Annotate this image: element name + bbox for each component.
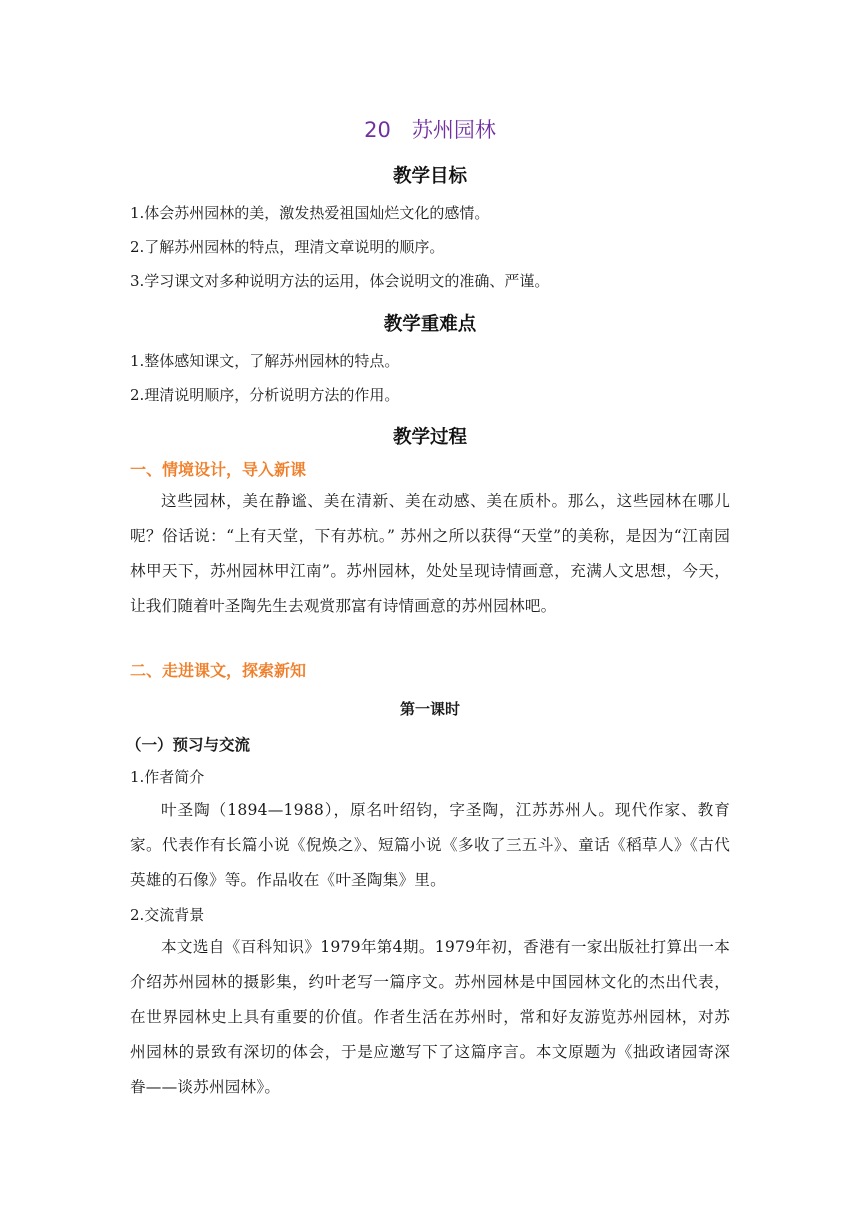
teaching-process-heading: 教学过程 bbox=[392, 427, 467, 448]
document-title: 20 苏州园林 bbox=[364, 118, 496, 142]
background-paragraph: 本文选自《百科知识》1979年第4期。1979年初，香港有一家出版社打算出一本介绍苏州园林的摄影集，约叶老写一篇序文。苏州园林是中国园林文化的杰出代表，在世界园林史上具有重要的价值。作者生活在苏州时，常和好友游览苏州园林，对苏州园林的景致有深切的体会，于是应邀写下了这篇序言。本文原题为《拙政诸园寄深眷——谈苏州园林》。 bbox=[130, 938, 730, 1096]
author-intro-paragraph: 叶圣陶（1894—1988），原名叶绍钧，字圣陶，江苏苏州人。现代作家、教育家。代表作有长篇小说《倪焕之》、短篇小说《多收了三五斗》、童话《稻草人》《古代英雄的石像》等。作品收在《叶圣陶集》里。 bbox=[130, 801, 730, 889]
lesson-heading: 第一课时 bbox=[399, 700, 460, 718]
author-intro-label: 1.作者简介 bbox=[130, 768, 205, 786]
part2-heading: 二、走进课文，探索新知 bbox=[130, 661, 307, 680]
teaching-goals-heading: 教学目标 bbox=[392, 166, 467, 187]
part1-heading: 一、情境设计，导入新课 bbox=[130, 460, 307, 479]
goal-item-1: 1.体会苏州园林的美，激发热爱祖国灿烂文化的感情。 bbox=[130, 204, 490, 222]
goal-item-2: 2.了解苏州园林的特点，理清文章说明的顺序。 bbox=[130, 238, 445, 256]
goal-item-3: 3.学习课文对多种说明方法的运用，体会说明文的准确、严谨。 bbox=[130, 272, 550, 290]
key-points-heading: 教学重难点 bbox=[383, 314, 477, 335]
key-point-item-2: 2.理清说明顺序，分析说明方法的作用。 bbox=[130, 386, 400, 404]
key-point-item-1: 1.整体感知课文，了解苏州园林的特点。 bbox=[130, 352, 400, 370]
preview-exchange-heading: （一）预习与交流 bbox=[126, 736, 251, 754]
part1-paragraph: 这些园林，美在静谧、美在清新、美在动感、美在质朴。那么，这些园林在哪儿呢？俗话说：“上有天堂，下有苏杭。” 苏州之所以获得“天堂”的美称，是因为“江南园林甲天下，苏州园林甲江南”。苏州园林，处处呈现诗情画意，充满人文思想，今天，让我们随着叶圣陶先生去观赏那富有诗情画意的苏州园林吧。 bbox=[130, 492, 730, 615]
background-label: 2.交流背景 bbox=[130, 906, 205, 924]
